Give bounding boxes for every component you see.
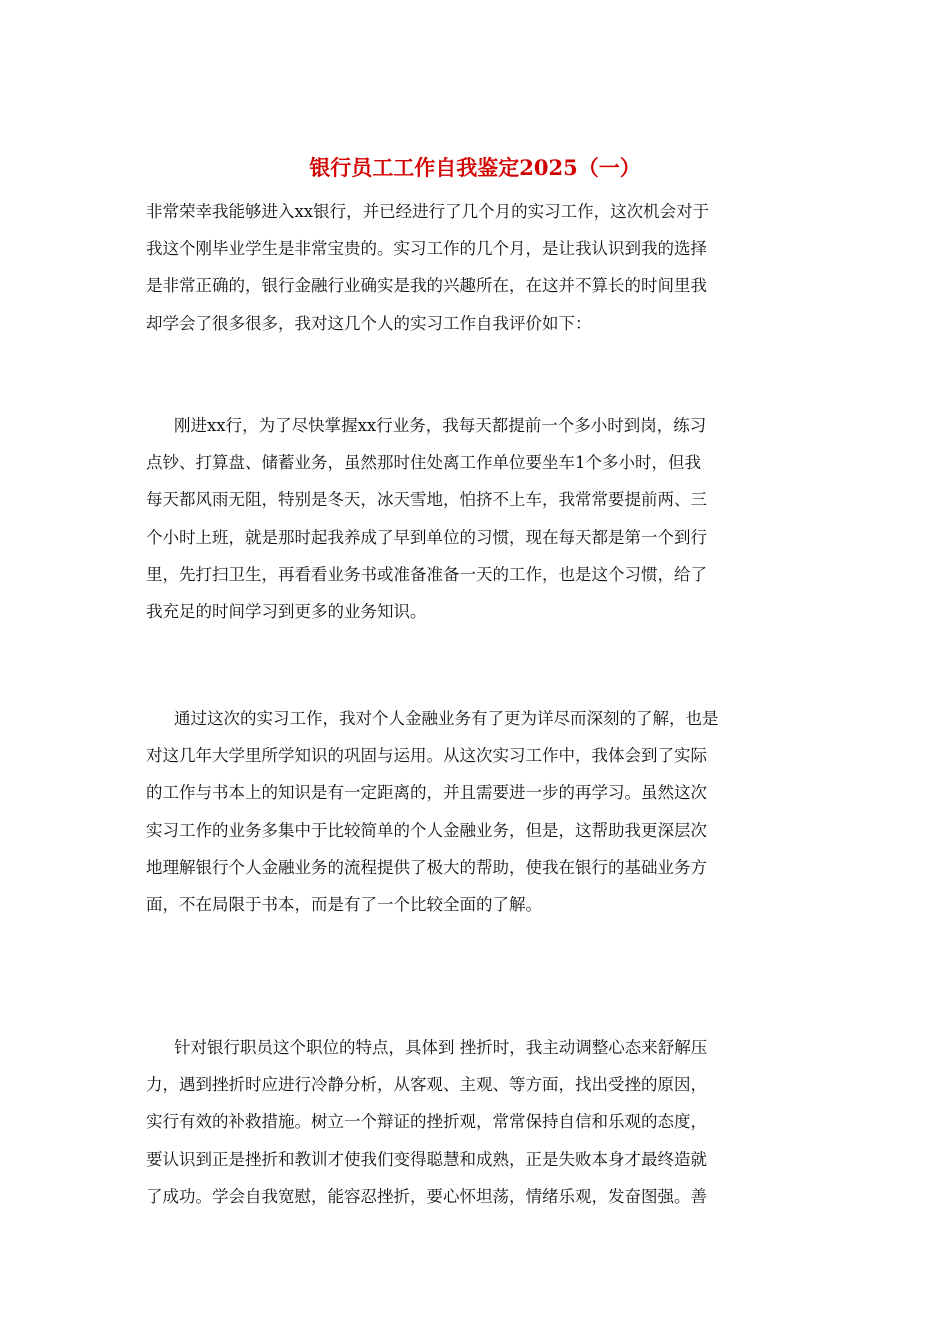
- paragraph-line: 实习工作的业务多集中于比较简单的个人金融业务，但是，这帮助我更深层次: [146, 820, 707, 840]
- paragraph-line: 我这个刚毕业学生是非常宝贵的。实习工作的几个月，是让我认识到我的选择: [146, 239, 707, 259]
- paragraph-4: [146, 1029, 806, 1215]
- paragraph-line: 是非常正确的，银行金融行业确实是我的兴趣所在，在这并不算长的时间里我: [146, 276, 707, 296]
- paragraph-line: 非常荣幸我能够进入xx银行，并已经进行了几个月的实习工作，这次机会对于: [146, 202, 710, 221]
- paragraph-3: [146, 700, 806, 923]
- paragraph-line: 个小时上班，就是那时起我养成了早到单位的习惯，现在每天都是第一个到行: [146, 527, 707, 547]
- document-title: 银行员工工作自我鉴定2025（一）: [309, 155, 641, 180]
- paragraph-line: 对这几年大学里所学知识的巩固与运用。从这次实习工作中，我体会到了实际: [146, 746, 707, 766]
- paragraph-line: 里，先打扫卫生，再看看业务书或准备准备一天的工作，也是这个习惯，给了: [146, 564, 707, 584]
- paragraph-line: 地理解银行个人金融业务的流程提供了极大的帮助，使我在银行的基础业务方: [146, 857, 707, 877]
- paragraph-line: 刚进xx行，为了尽快掌握xx行业务，我每天都提前一个多小时到岗，练习: [174, 416, 707, 435]
- paragraph-line: 了成功。学会自我宽慰，能容忍挫折，要心怀坦荡，情绪乐观，发奋图强。善: [146, 1186, 707, 1206]
- paragraph-line: 点钞、打算盘、储蓄业务，虽然那时住处离工作单位要坐车1个多小时，但我: [146, 453, 701, 473]
- paragraph-1: [146, 193, 806, 342]
- paragraph-2: [146, 407, 806, 630]
- paragraph-line: 实行有效的补救措施。树立一个辩证的挫折观，常常保持自信和乐观的态度，: [146, 1112, 707, 1132]
- paragraph-line: 的工作与书本上的知识是有一定距离的，并且需要进一步的再学习。虽然这次: [146, 783, 707, 803]
- paragraph-line: 我充足的时间学习到更多的业务知识。: [146, 602, 427, 622]
- paragraph-line: 力，遇到挫折时应进行冷静分析，从客观、主观、等方面，找出受挫的原因，: [146, 1075, 707, 1095]
- paragraph-line: 要认识到正是挫折和教训才使我们变得聪慧和成熟，正是失败本身才最终造就: [146, 1149, 707, 1169]
- paragraph-line: 针对银行职员这个职位的特点，具体到 挫折时，我主动调整心态来舒解压: [174, 1038, 708, 1057]
- paragraph-line: 面，不在局限于书本，而是有了一个比较全面的了解。: [146, 895, 542, 915]
- paragraph-line: 却学会了很多很多，我对这几个人的实习工作自我评价如下：: [146, 313, 592, 333]
- paragraph-line: 每天都风雨无阻，特别是冬天，冰天雪地，怕挤不上车，我常常要提前两、三: [146, 490, 707, 510]
- paragraph-line: 通过这次的实习工作，我对个人金融业务有了更为详尽而深刻的了解，也是: [174, 709, 719, 728]
